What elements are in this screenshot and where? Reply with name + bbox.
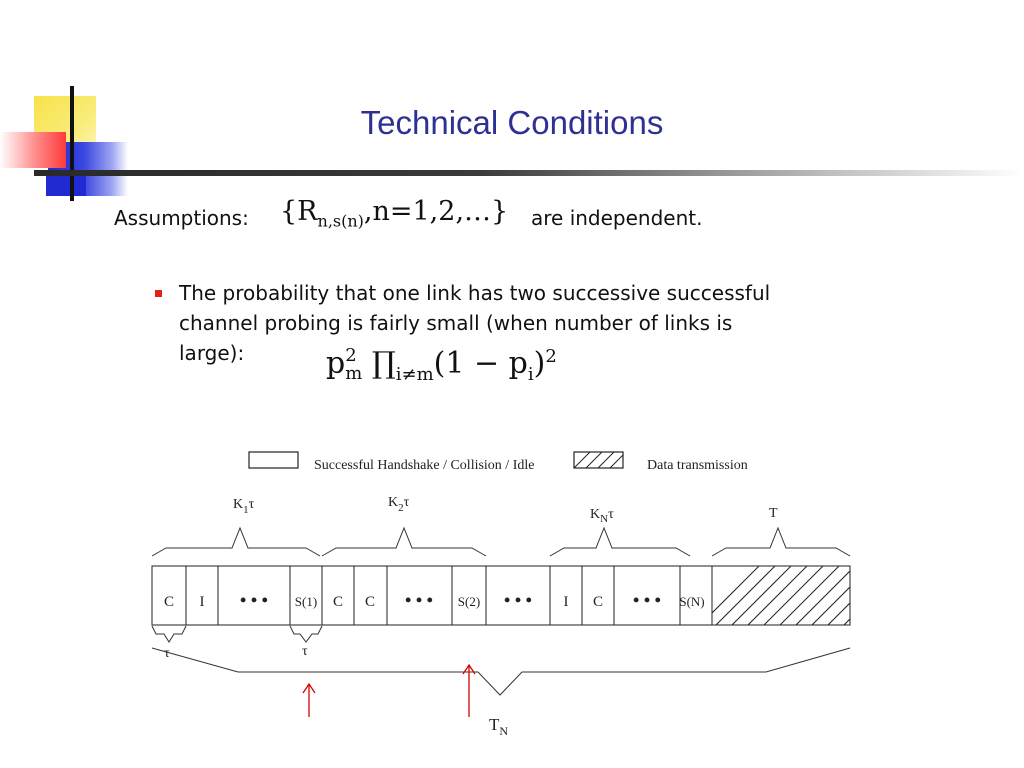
tau-braces [152,626,322,642]
bullet-text: The probability that one link has two successive successful channel probing is fairly small (when number of links is large): [179,281,771,365]
formula-tail: (1 − p [433,346,528,381]
k2-k: K [388,495,399,510]
cell-label: C [592,594,604,610]
formula-p: p [326,346,346,381]
cell-label: S(2) [457,594,481,609]
cell-label: • • • [240,590,268,610]
cell-label: C [163,594,175,610]
cell-label: • • • [504,590,532,610]
legend-handshake-label: Successful Handshake / Collision / Idle [314,458,535,473]
tn-sub: N [499,724,509,738]
k1-sub: 1 [243,504,249,516]
brace-t-label: T [769,506,778,521]
slide-title: Technical Conditions [360,104,664,141]
cell-label: S(N) [679,594,705,609]
formula-open: {R [280,196,318,227]
formula-p-sub: m [345,363,363,384]
kn-tau: τ [608,507,614,522]
assumptions-label: Assumptions: [114,206,249,230]
formula-p-sup: 2 [345,345,357,366]
cell-label: • • • [405,590,433,610]
tau-brace-1 [152,626,186,642]
formula-prod-sub: i≠m [395,364,434,385]
kn-k: K [590,507,601,522]
k1-k: K [233,497,244,512]
kn-sub: N [600,513,609,525]
brace-t [712,528,850,556]
cell-label: C [332,594,344,610]
assumptions-suffix: are independent. [531,206,703,230]
data-transmission-hatch [700,566,903,625]
bottom-tau-1: τ [164,646,170,661]
cell-label: I [563,594,569,610]
formula-tail-sup: 2 [545,346,557,367]
brace-k2-label [388,495,410,514]
tn-t: T [489,715,500,734]
brace-kn [550,528,690,556]
cell-label: S(1) [294,594,318,609]
legend-handshake-box [249,452,298,468]
bottom-brace-tn [152,648,850,695]
k2-tau: τ [403,495,410,510]
k1-tau: τ [248,497,255,512]
tn-label [489,715,508,738]
brace-kn-label [590,507,614,525]
cell-label: • • • [633,590,661,610]
k2-sub: 2 [398,502,404,514]
formula-tail-sub: i [527,364,534,385]
tau-brace-2 [290,626,322,642]
legend-data-hatch [574,452,623,468]
timeline-cell-labels [164,590,705,610]
brace-k1-label [233,497,255,516]
cell-label: I [199,594,205,610]
red-arrows [303,665,475,717]
formula-sub: n,s(n) [317,211,364,231]
top-braces [152,528,850,556]
formula-tail-close: ) [533,346,546,381]
formula-close: ,n=1,2,…} [363,196,509,227]
legend-data-label: Data transmission [647,458,748,473]
brace-k2 [322,528,486,556]
cell-label: C [364,594,376,610]
formula-prod: ∏ [371,346,396,381]
bottom-tau-2: τ [302,644,308,659]
brace-k1 [152,528,320,556]
